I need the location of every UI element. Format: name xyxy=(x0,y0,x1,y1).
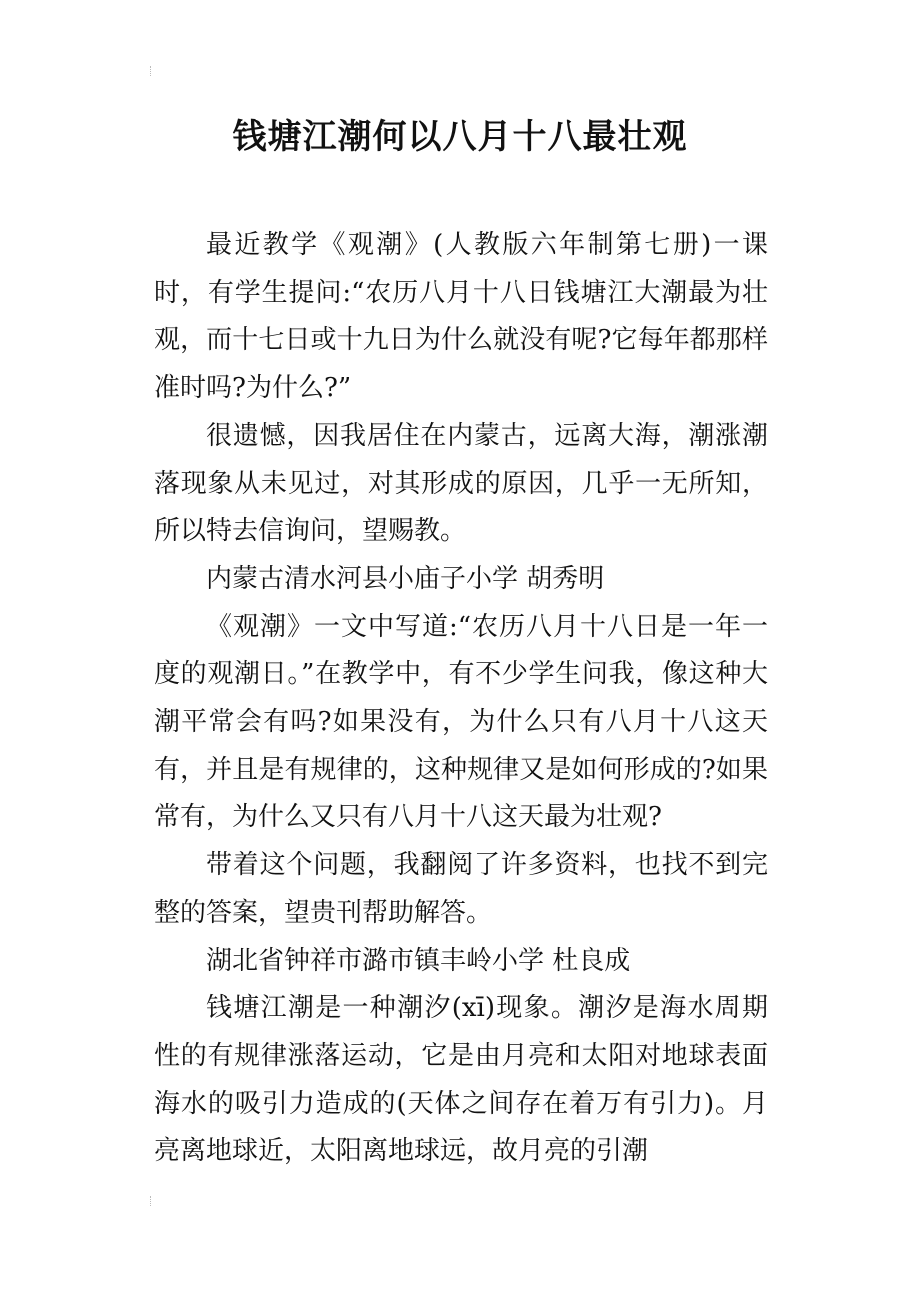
paragraph-question-3: 《观潮》一文中写道:“农历八月十八日是一年一度的观潮日。”在教学中，有不少学生问我，像这种大潮平常会有吗?如果没有，为什么只有八月十八这天有，并且是有规律的，这种规律又是如何形成的?如果常有，为什么又只有八月十八这天最为壮观? xyxy=(154,611,768,833)
document-body xyxy=(154,222,768,1176)
signature-author-2: 湖北省钟祥市潞市镇丰岭小学 杜良成 xyxy=(206,945,631,976)
signature-author-1: 内蒙古清水河县小庙子小学 胡秀明 xyxy=(206,563,605,594)
paragraph-question-2: 很遗憾，因我居住在内蒙古，远离大海，潮涨潮落现象从未见过，对其形成的原因，几乎一无所知，所以特去信询问，望赐教。 xyxy=(154,420,768,547)
paragraph-question-4: 带着这个问题，我翻阅了许多资料，也找不到完整的答案，望贵刊帮助解答。 xyxy=(154,850,768,928)
paragraph-question-1: 最近教学《观潮》(人教版六年制第七册)一课时，有学生提问:“农历八月十八日钱塘江大潮最为壮观，而十七日或十九日为什么就没有呢?它每年都那样准时吗?为什么?” xyxy=(154,230,768,404)
paragraph-answer: 钱塘江潮是一种潮汐(xī)现象。潮汐是海水周期性的有规律涨落运动，它是由月亮和太阳对地球表面海水的吸引力造成的(天体之间存在着万有引力)。月亮离地球近，太阳离地球远，故月亮的引潮 xyxy=(154,993,768,1167)
crop-mark-top xyxy=(150,66,157,76)
document-title: 钱塘江潮何以八月十八最壮观 xyxy=(232,117,688,157)
crop-mark-bottom xyxy=(150,1196,157,1206)
